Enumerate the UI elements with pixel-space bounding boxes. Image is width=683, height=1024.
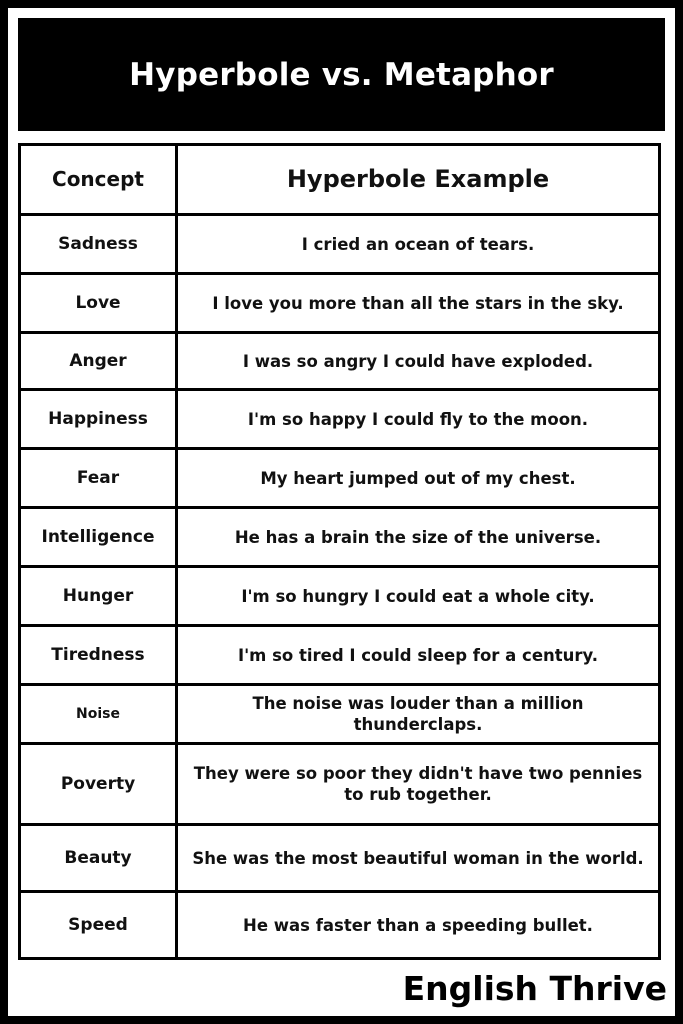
concept-cell: Hunger: [20, 567, 177, 626]
concept-cell: Happiness: [20, 390, 177, 449]
example-cell: The noise was louder than a million thunderclaps.: [177, 685, 660, 744]
column-header-example: Hyperbole Example: [177, 145, 660, 215]
example-cell: He has a brain the size of the universe.: [177, 508, 660, 567]
table-row: [20, 626, 660, 685]
table-row: [20, 274, 660, 333]
concept-cell: Anger: [20, 333, 177, 390]
table-row: [20, 215, 660, 274]
table-row: [20, 508, 660, 567]
example-cell: He was faster than a speeding bullet.: [177, 892, 660, 959]
concept-cell: Sadness: [20, 215, 177, 274]
table-row: [20, 744, 660, 825]
table-row: [20, 825, 660, 892]
table-row: [20, 390, 660, 449]
table-header-row: [20, 145, 660, 215]
example-cell: I love you more than all the stars in the sky.: [177, 274, 660, 333]
column-header-concept: Concept: [20, 145, 177, 215]
page-title: Hyperbole vs. Metaphor: [18, 18, 665, 131]
hyperbole-table: [18, 143, 661, 960]
concept-cell: Poverty: [20, 744, 177, 825]
concept-cell: Beauty: [20, 825, 177, 892]
concept-cell: Speed: [20, 892, 177, 959]
example-cell: My heart jumped out of my chest.: [177, 449, 660, 508]
example-cell: She was the most beautiful woman in the world.: [177, 825, 660, 892]
example-cell: They were so poor they didn't have two pennies to rub together.: [177, 744, 660, 825]
example-cell: I'm so happy I could fly to the moon.: [177, 390, 660, 449]
concept-cell: Fear: [20, 449, 177, 508]
table-row: [20, 449, 660, 508]
brand-footer: English Thrive: [402, 968, 667, 1008]
example-cell: I'm so tired I could sleep for a century.: [177, 626, 660, 685]
table-row: [20, 685, 660, 744]
concept-cell: Tiredness: [20, 626, 177, 685]
example-cell: I'm so hungry I could eat a whole city.: [177, 567, 660, 626]
example-cell: I was so angry I could have exploded.: [177, 333, 660, 390]
concept-cell: Noise: [20, 685, 177, 744]
concept-cell: Love: [20, 274, 177, 333]
table-row: [20, 567, 660, 626]
table-row: [20, 333, 660, 390]
example-cell: I cried an ocean of tears.: [177, 215, 660, 274]
concept-cell: Intelligence: [20, 508, 177, 567]
table-row: [20, 892, 660, 959]
page-frame: [8, 8, 675, 1016]
